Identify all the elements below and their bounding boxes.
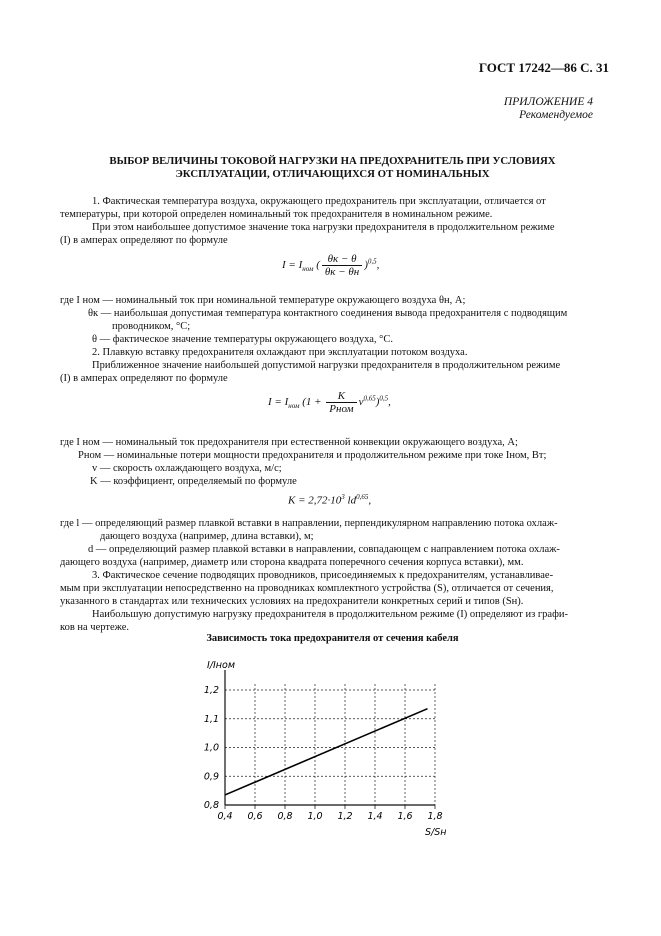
where-1-line-3: θ — фактическое значение температуры окружающего воздуха, °С.	[92, 334, 393, 345]
formula-1: $I = I_{ном}$ ( $\frac{\theta к - \theta}{\theta к - \theta н}$ )$^{0,5}$,	[282, 253, 380, 278]
paragraph-4-cont: (I) в амперах определяют по формуле	[60, 373, 228, 384]
chart-ylabel: I/Iном	[207, 660, 235, 671]
formula-2-num: K	[326, 390, 356, 403]
paragraph-3: 2. Плавкую вставку предохранителя охлаждают при эксплуатации потоком воздуха.	[92, 347, 468, 358]
x-tick-label: 1,0	[307, 811, 323, 822]
x-tick-label: 0,6	[247, 811, 263, 822]
x-tick-label: 1,2	[337, 811, 353, 822]
y-tick-label: 1,0	[203, 742, 219, 754]
chart-series	[225, 709, 428, 795]
paragraph-1: 1. Фактическая температура воздуха, окружающего предохранитель при эксплуатации, отличается от	[92, 196, 546, 207]
formula-3-exp1: 3	[341, 493, 345, 501]
where-1-line-2: θк — наибольшая допустимая температура контактного соединения вывода предохранителя с подводящим	[88, 308, 568, 319]
y-tick-label: 0,9	[203, 771, 219, 783]
formula-2-v: v	[358, 396, 364, 409]
where-1-line-2-cont: проводником, °С;	[112, 321, 191, 332]
formula-1-lhs: I = I	[282, 259, 303, 272]
chart-xlabel: S/Sн	[425, 827, 447, 838]
formula-2-sub: ном	[288, 402, 300, 411]
formula-1-fraction	[322, 253, 362, 278]
paragraph-5-cont-2: указанного в стандартах или технических условиях на предохранители конкретных серий и типов (Sн).	[60, 596, 524, 607]
x-tick-label: 1,6	[397, 811, 413, 822]
x-tick-label: 0,4	[217, 811, 233, 822]
title-line-2: ЭКСПЛУАТАЦИИ, ОТЛИЧАЮЩИХСЯ ОТ НОМИНАЛЬНЫХ	[175, 168, 490, 180]
title-line-1: ВЫБОР ВЕЛИЧИНЫ ТОКОВОЙ НАГРУЗКИ НА ПРЕДОХРАНИТЕЛЬ ПРИ УСЛОВИЯХ	[109, 155, 556, 167]
where-3-line-1-cont: дающего воздуха (например, длина вставки), м;	[100, 531, 314, 542]
chart-grid	[225, 684, 435, 805]
paragraph-4: Приближенное значение наибольшей допустимой нагрузки предохранителя в продолжительном режиме	[92, 360, 561, 371]
appendix-label	[504, 96, 593, 122]
y-tick-label: 0,8	[203, 800, 219, 811]
paragraph-2: При этом наибольшее допустимое значение тока нагрузки предохранителя в продолжительном режиме	[92, 222, 555, 233]
x-tick-label: 1,4	[367, 811, 383, 822]
where-3-line-1: где l — определяющий размер плавкой вставки в направлении, перпендикулярном направлению потока охлаж-	[60, 518, 558, 529]
y-tick-label: 1,2	[203, 685, 219, 696]
formula-3-exp2: 0,65	[356, 493, 369, 501]
page-header: ГОСТ 17242—86 С. 31	[478, 60, 609, 75]
x-tick-label: 1,8	[427, 811, 443, 822]
formula-3	[288, 493, 371, 507]
paragraph-2-cont: (I) в амперах определяют по формуле	[60, 235, 228, 246]
x-tick-label: 0,8	[277, 811, 293, 822]
formula-2-den: Pном	[329, 403, 354, 415]
formula-3-mid: ld	[344, 494, 357, 507]
formula-2-close: )	[375, 396, 380, 409]
formula-2-exp: 0,5	[379, 394, 389, 403]
paragraph-6-cont: ков на чертеже.	[60, 622, 130, 633]
formula-3-tail: ,	[368, 494, 372, 507]
formula-2	[268, 390, 391, 415]
series-line	[225, 709, 428, 795]
formula-2-fraction	[326, 390, 356, 415]
paragraph-5: 3. Фактическое сечение подводящих проводников, присоединяемых к предохранителям, устанавливае-	[92, 570, 554, 581]
formula-1-tail: ,	[376, 259, 380, 272]
paragraph-1-cont: температуры, при которой определен номинальный ток предохранителя в номинальном режиме.	[60, 209, 493, 220]
appendix-number: ПРИЛОЖЕНИЕ 4	[503, 96, 593, 108]
appendix-status: Рекомендуемое	[519, 109, 593, 121]
where-2-line-2: Pном — номинальные потери мощности предохранителя и продолжительном режиме при токе Iном, Вт;	[78, 450, 547, 461]
paragraph-5-cont-1: мым при эксплуатации непосредственно на проводниках комплектного устройства (S), отличается от сечения,	[60, 583, 554, 594]
where-2-line-1: где I ном — номинальный ток предохранителя при естественной конвекции окружающего воздуха, А;	[60, 437, 518, 448]
formula-1-sub: ном	[302, 265, 314, 274]
formula-3-text: K = 2,72·10	[288, 494, 342, 507]
where-2-line-4: K — коэффициент, определяемый по формуле	[90, 476, 297, 487]
formula-2-lhs: I = I	[268, 396, 289, 409]
where-3-line-2: d — определяющий размер плавкой вставки в направлении, совпадающем с направлением потока охлаж-	[88, 544, 560, 555]
formula-1-den: θк − θн	[324, 266, 360, 278]
chart-axes	[225, 670, 435, 809]
chart	[180, 655, 480, 845]
y-tick-label: 1,1	[203, 713, 219, 725]
section-title	[60, 155, 605, 181]
paragraph-6: Наибольшую допустимую нагрузку предохранителя в продолжительном режиме (I) определяют из графи-	[92, 609, 569, 620]
chart-title: Зависимость тока предохранителя от сечения кабеля	[206, 633, 459, 644]
formula-2-open: (1 +	[302, 396, 322, 409]
formula-2-vexp: 0,65	[363, 394, 376, 403]
where-1-line-1: где I ном — номинальный ток при номинальной температуре окружающего воздуха θн, А;	[60, 295, 466, 306]
where-2-line-3: v — скорость охлаждающего воздуха, м/с;	[92, 463, 282, 474]
formula-1-num: θк − θ	[322, 253, 362, 266]
where-3-line-2-cont: дающего воздуха (например, диаметр или сторона квадрата поперечного сечения корпуса вставки), мм.	[60, 557, 524, 568]
formula-1-exp: 0,5	[367, 257, 377, 266]
formula-2-tail: ,	[388, 396, 391, 409]
